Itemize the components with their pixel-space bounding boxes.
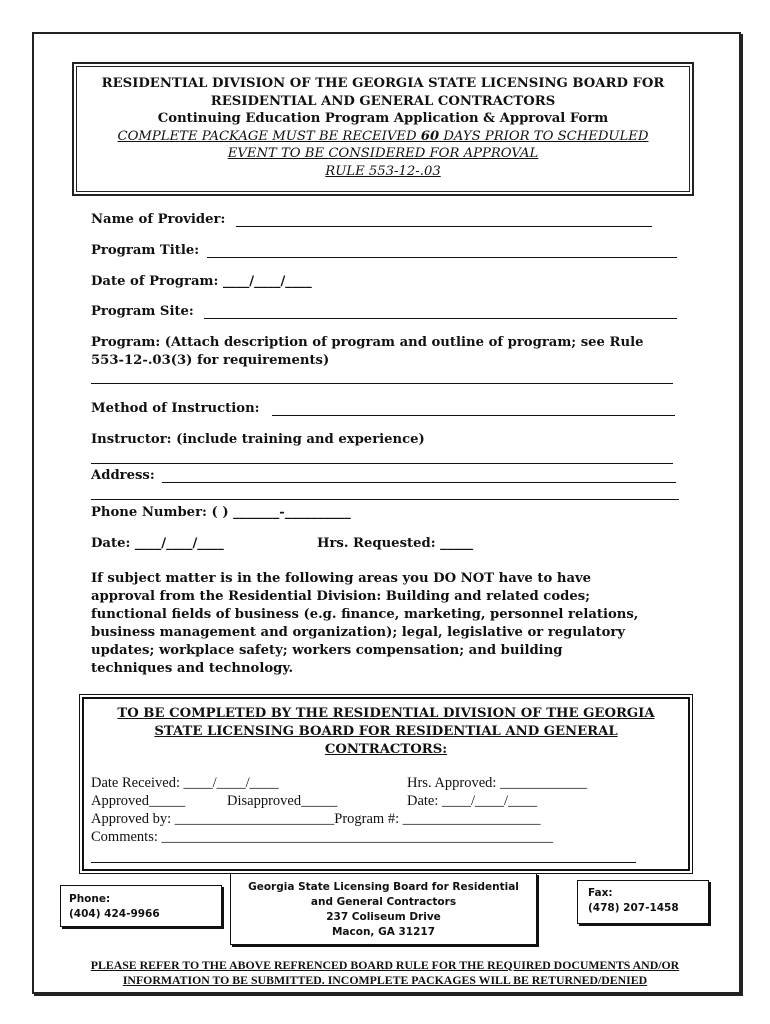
instructor-label: Instructor: (include training and experience) xyxy=(91,432,425,447)
exemption-line-4: business management and organization); legal, legislative or regulatory xyxy=(91,625,626,640)
exemption-line-5: updates; workplace safety; workers compensation; and building xyxy=(91,643,563,658)
method-input[interactable] xyxy=(272,415,675,416)
phone-field[interactable]: Phone Number: ( ) _______-__________ xyxy=(91,505,351,520)
comments-line-2[interactable] xyxy=(91,862,636,863)
office-heading-2: STATE LICENSING BOARD FOR RESIDENTIAL AND GENERAL xyxy=(154,724,618,739)
exemption-note xyxy=(91,570,681,678)
rule-reference: RULE 553-12-.03 xyxy=(325,163,441,179)
header-line-1: RESIDENTIAL DIVISION OF THE GEORGIA STATE LICENSING BOARD FOR xyxy=(101,76,665,91)
program-description-label: Program: (Attach description of program and outline of program; see Rule xyxy=(91,335,644,350)
footer-line-2: INFORMATION TO BE SUBMITTED. INCOMPLETE PACKAGES WILL BE RETURNED/DENIED xyxy=(122,973,648,987)
approved-by-field[interactable]: Approved by: ______________________Program #: ___________________ xyxy=(91,811,541,827)
board-address-box xyxy=(230,873,537,945)
office-use-heading xyxy=(84,705,688,759)
deadline-notice: COMPLETE PACKAGE MUST BE RECEIVED 60 DAYS PRIOR TO SCHEDULED xyxy=(117,128,649,144)
provider-label: Name of Provider: xyxy=(91,212,226,227)
program-title-label: Program Title: xyxy=(91,243,200,258)
hours-approved-field[interactable]: Hrs. Approved: ____________ xyxy=(407,775,588,791)
method-label: Method of Instruction: xyxy=(91,401,260,416)
program-description-label-2: 553-12-.03(3) for requirements) xyxy=(91,353,330,368)
exemption-line-3: functional fields of business (e.g. finance, marketing, personnel relations, xyxy=(91,607,639,622)
approved-field[interactable]: Approved_____ xyxy=(91,793,186,809)
comments-field[interactable]: Comments: ______________________________________________________ xyxy=(91,829,553,845)
footer-notice xyxy=(60,958,710,988)
phone-box xyxy=(60,885,222,927)
exemption-line-2: approval from the Residential Division: Building and related codes; xyxy=(91,589,591,604)
program-site-label: Program Site: xyxy=(91,304,194,319)
office-heading-1: TO BE COMPLETED BY THE RESIDENTIAL DIVISION OF THE GEORGIA xyxy=(117,706,655,721)
hours-requested-field[interactable]: Hrs. Requested: _____ xyxy=(317,536,474,551)
form-title: Continuing Education Program Application & Approval Form xyxy=(157,111,609,126)
office-heading-3: CONTRACTORS: xyxy=(324,742,448,757)
exemption-line-6: techniques and technology. xyxy=(91,661,294,676)
office-use-box xyxy=(82,697,690,871)
program-date-field[interactable]: Date of Program: ____/____/____ xyxy=(91,274,312,289)
provider-input[interactable] xyxy=(236,226,652,227)
date-field[interactable]: Date: ____/____/____ xyxy=(91,536,224,551)
program-description-input[interactable] xyxy=(91,383,673,384)
approval-date-field[interactable]: Date: ____/____/____ xyxy=(407,793,538,809)
fax-box-value: (478) 207-1458 xyxy=(588,902,679,914)
address-input[interactable] xyxy=(162,482,676,483)
header-line-2: RESIDENTIAL AND GENERAL CONTRACTORS xyxy=(210,93,556,109)
exemption-line-1: If subject matter is in the following areas you DO NOT have to have xyxy=(91,571,592,586)
program-site-input[interactable] xyxy=(204,318,677,319)
board-name-1: Georgia State Licensing Board for Residential xyxy=(248,881,519,893)
phone-box-value: (404) 424-9966 xyxy=(69,908,160,920)
instructor-input[interactable] xyxy=(91,463,673,464)
fax-box-label: Fax: xyxy=(588,887,613,899)
address-label: Address: xyxy=(91,468,155,483)
disapproved-field[interactable]: Disapproved_____ xyxy=(227,793,338,809)
program-title-input[interactable] xyxy=(207,257,677,258)
board-name-2: and General Contractors xyxy=(310,896,457,908)
phone-box-label: Phone: xyxy=(69,893,111,905)
address-input-2[interactable] xyxy=(91,499,679,500)
form-header xyxy=(76,66,690,192)
board-city: Macon, GA 31217 xyxy=(331,926,436,938)
deadline-notice-2: EVENT TO BE CONSIDERED FOR APPROVAL xyxy=(227,146,539,161)
footer-line-1: PLEASE REFER TO THE ABOVE REFRENCED BOARD RULE FOR THE REQUIRED DOCUMENTS AND/OR xyxy=(90,958,680,972)
fax-box xyxy=(577,880,709,924)
board-street: 237 Coliseum Drive xyxy=(326,911,441,923)
date-received-field[interactable]: Date Received: ____/____/____ xyxy=(91,775,279,791)
